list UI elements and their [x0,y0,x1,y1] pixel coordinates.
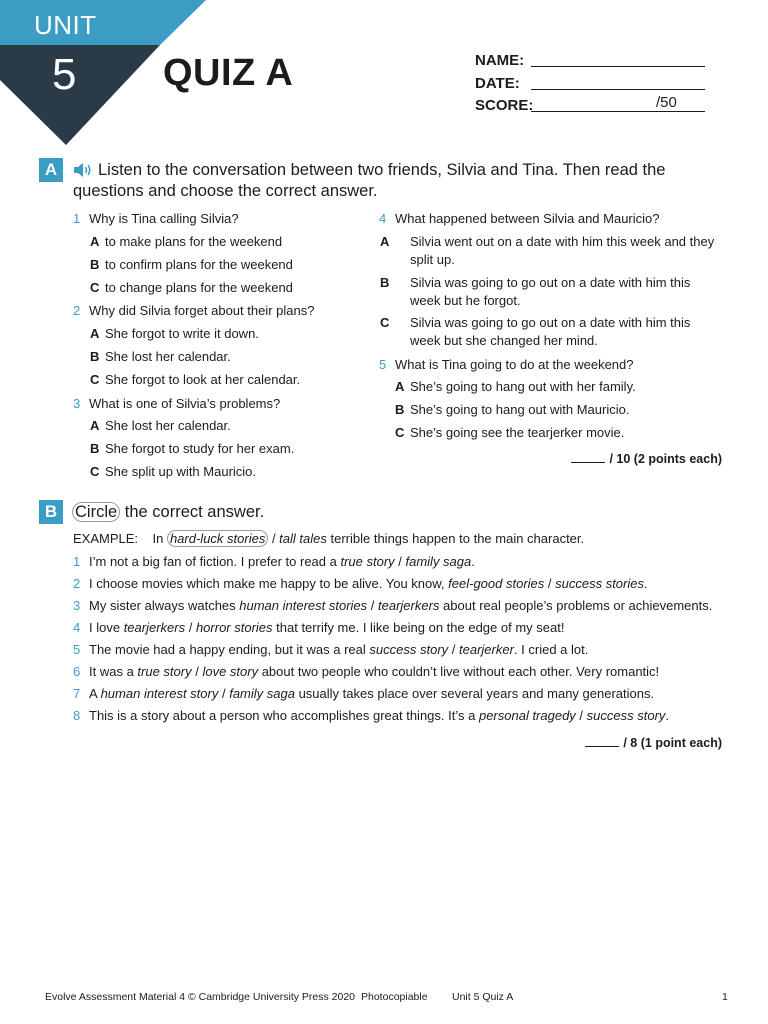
question-number: 5 [379,357,387,372]
b-item-3: 3 My sister always watches human interest stories / tearjerkers about real people’s problems or achievements. [73,598,713,613]
option-2b[interactable]: B She lost her calendar. [90,349,231,364]
b-option[interactable]: success story [369,642,449,657]
page-title: QUIZ A [163,52,294,94]
question-4 [379,210,660,227]
b-option[interactable]: success stories [555,576,644,591]
section-b-points: / 8 (1 point each) [585,736,722,750]
speaker-icon[interactable] [73,162,93,178]
section-a-instruction-line2: questions and choose the correct answer. [73,182,378,200]
unit-label: UNIT [34,10,97,40]
score-total: /50 [656,94,677,111]
option-3a[interactable]: A She lost her calendar. [90,418,231,433]
b-option[interactable]: true story [137,664,192,679]
question-number: 4 [379,211,387,226]
b-item-1: 1 I’m not a big fan of fiction. I prefer to read a true story / family saga. [73,554,475,569]
question-5 [379,356,634,373]
b-option[interactable]: personal tragedy [478,708,576,723]
score-label: SCORE: [475,97,534,114]
option-5c[interactable]: C She’s going see the tearjerker movie. [395,425,625,440]
b-option[interactable]: love story [202,664,259,679]
b-option[interactable]: success story [586,708,666,723]
name-field[interactable] [531,66,705,67]
footer-photocopiable: Photocopiable [361,991,428,1003]
points-blank[interactable] [571,462,605,463]
option-1b[interactable]: B to confirm plans for the weekend [90,257,293,272]
b-option[interactable]: feel-good stories [448,576,545,591]
option-3b[interactable]: B She forgot to study for her exam. [90,441,295,456]
date-label: DATE: [475,75,520,92]
option-1c[interactable]: C to change plans for the weekend [90,280,293,295]
b-option[interactable]: tearjerker [459,642,514,657]
example-item: EXAMPLE: In hard-luck stories / tall tales terrible things happen to the main character. [73,531,585,546]
b-option[interactable]: horror stories [195,620,273,635]
b-item-7: 7 A human interest story / family saga usually takes place over several years and many generations. [73,686,655,701]
question-text: What is one of Silvia’s problems? [89,396,281,411]
question-text: What is Tina going to do at the weekend? [395,357,634,372]
circle-word: Circle [72,502,120,522]
option-1a[interactable]: A to make plans for the weekend [90,234,283,249]
example-circled-option: hard-luck stories [167,530,268,547]
question-number: 3 [73,396,81,411]
section-a-points: / 10 (2 points each) [571,452,722,466]
b-option[interactable]: tearjerkers [378,598,440,613]
b-option[interactable]: human interest story [100,686,219,701]
section-b-badge: B [39,500,63,524]
question-number: 1 [73,211,81,226]
question-text: What happened between Silvia and Mauricio? [395,211,660,226]
page-number: 1 [722,991,728,1003]
footer-copyright: Evolve Assessment Material 4 © Cambridge University Press 2020 [45,991,356,1003]
score-field[interactable] [531,111,705,112]
option-2c[interactable]: C She forgot to look at her calendar. [90,372,301,387]
b-option[interactable]: tearjerkers [123,620,186,635]
b-item-4: 4 I love tearjerkers / horror stories that terrify me. I like being on the edge of my seat! [73,620,565,635]
footer-unit-quiz: Unit 5 Quiz A [452,991,514,1003]
option-5a[interactable]: A She’s going to hang out with her family. [395,379,636,394]
section-b-instruction: Circle the correct answer. [72,502,264,522]
question-number: 2 [73,303,81,318]
b-option[interactable]: family saga [229,686,295,701]
question-1 [73,210,239,227]
b-option[interactable]: true story [340,554,395,569]
b-item-6: 6 It was a true story / love story about two people who couldn’t live without each other. Very romantic! [73,664,660,679]
question-text: Why did Silvia forget about their plans? [89,303,315,318]
b-item-2: 2 I choose movies which make me happy to be alive. You know, feel-good stories / success stories. [73,576,648,591]
b-option[interactable]: human interest stories [239,598,368,613]
points-blank[interactable] [585,746,619,747]
question-2 [73,302,314,319]
section-a-badge: A [39,158,63,182]
question-3 [73,395,280,412]
option-4c[interactable]: C Silvia was going to go out on a date with him this week but she changed her mind. [380,315,691,348]
section-a-instruction-line1: Listen to the conversation between two friends, Silvia and Tina. Then read the [98,161,666,179]
option-5b[interactable]: B She’s going to hang out with Mauricio. [395,402,630,417]
option-4b[interactable]: B Silvia was going to go out on a date with him this week but he forgot. [380,275,691,308]
b-item-8: 8 This is a story about a person who accomplishes great things. It’s a personal tragedy / success story. [73,708,670,723]
b-option[interactable]: family saga [405,554,472,569]
name-label: NAME: [475,52,525,69]
unit-number: 5 [52,50,77,99]
date-field[interactable] [531,89,705,90]
option-3c[interactable]: C She split up with Mauricio. [90,464,257,479]
b-item-5: 5 The movie had a happy ending, but it was a real success story / tearjerker. I cried a lot. [73,642,589,657]
option-4a[interactable]: A Silvia went out on a date with him this week and they split up. [380,234,715,267]
question-text: Why is Tina calling Silvia? [89,211,239,226]
option-2a[interactable]: A She forgot to write it down. [90,326,259,341]
